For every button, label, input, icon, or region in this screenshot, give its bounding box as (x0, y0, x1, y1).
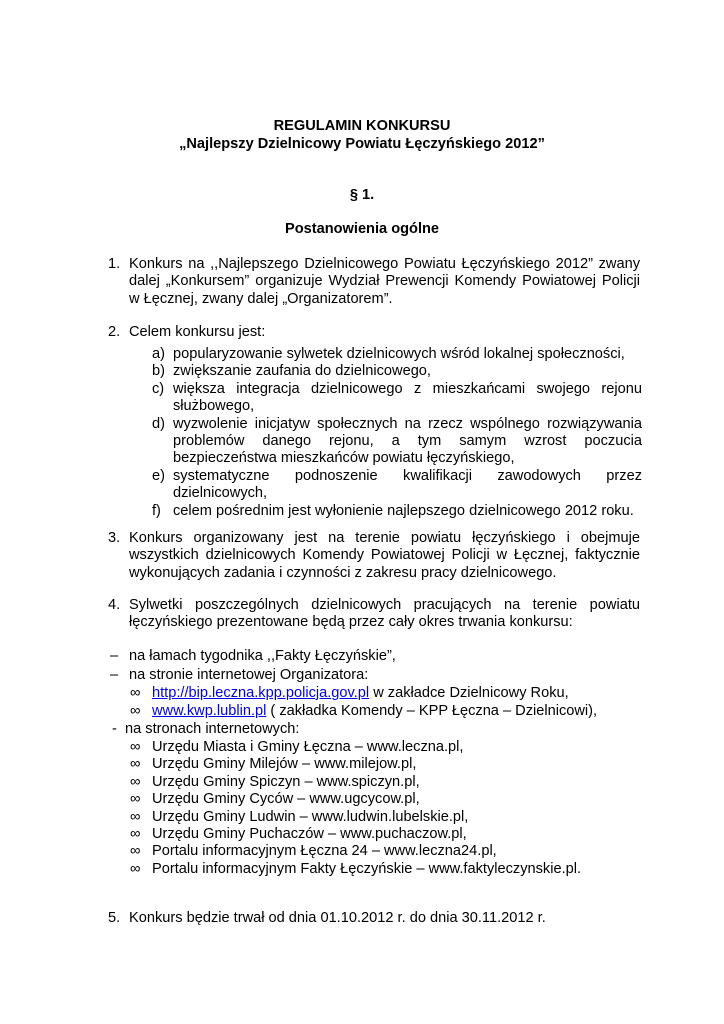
infinity-bullet: ∞ (130, 685, 141, 701)
paragraph-4-number: 4. (108, 597, 121, 613)
site-text: Urzędu Gminy Cyców – www.ugcycow.pl, (152, 791, 420, 808)
link-row (152, 685, 569, 702)
list-item (152, 363, 642, 380)
bip-link[interactable]: http://bip.leczna.kpp.policja.gov.pl (152, 685, 370, 701)
list-item-line: większa integracja dzielnicowego z mieszkańcami swojego rejonu (173, 380, 642, 397)
list-item-line: celem pośrednim jest wyłonienie najlepszego dzielnicowego 2012 roku. (173, 502, 634, 519)
paragraph-1-line: dalej „Konkursem” organizuje Wydział Prewencji Komendy Powiatowej Policji (129, 273, 640, 290)
list-item-line: wyzwolenie inicjatyw społecznych na rzecz wspólnego rozwiązywania (173, 415, 642, 432)
site-text: Urzędu Gminy Puchaczów – www.puchaczow.pl, (152, 825, 467, 842)
channel-item-weekly: na łamach tygodnika ,,Fakty Łęczyńskie”, (129, 648, 396, 664)
paragraph-2-number: 2. (108, 324, 121, 340)
document-title: REGULAMIN KONKURSU (273, 118, 451, 134)
infinity-bullet: ∞ (130, 843, 141, 860)
list-item (130, 791, 581, 808)
list-item (152, 381, 642, 416)
list-item-line: zwiększanie zaufania do dzielnicowego, (173, 363, 431, 380)
list-item-line: bezpieczeństwa mieszkańców powiatu łęczyńskiego, (173, 450, 515, 467)
paragraph-3-line: wykonujących zadania i czynności z zakresu pracy dzielnicowego. (129, 564, 557, 581)
infinity-bullet: ∞ (130, 808, 141, 825)
paragraph-1-number: 1. (108, 256, 121, 272)
list-item-letter: e) (152, 467, 165, 484)
list-item (130, 809, 581, 826)
infinity-bullet: ∞ (130, 860, 141, 877)
paragraph-4 (129, 597, 640, 632)
site-text: Portalu informacyjnym Łęczna 24 – www.leczna24.pl, (152, 843, 497, 860)
hyphen-bullet: - (112, 721, 117, 737)
paragraph-5-number: 5. (108, 910, 121, 926)
dash-bullet: – (110, 648, 119, 664)
sites-list (130, 739, 581, 878)
infinity-bullet: ∞ (130, 825, 141, 842)
paragraph-4-line: łęczyńskiego prezentowane będą przez cały okres trwania konkursu: (129, 614, 573, 631)
list-item (152, 503, 642, 520)
dash-bullet: – (110, 667, 119, 683)
paragraph-1 (129, 256, 640, 308)
list-item-line: problemów danego rejonu, a tym samym wzrost poczucia (173, 433, 642, 450)
paragraph-5: Konkurs będzie trwał od dnia 01.10.2012 r. do dnia 30.11.2012 r. (129, 910, 546, 926)
goals-list (152, 346, 642, 520)
list-item (130, 826, 581, 843)
site-text: Urzędu Gminy Spiczyn – www.spiczyn.pl, (152, 773, 420, 790)
list-item (152, 416, 642, 468)
list-item (130, 756, 581, 773)
list-item (152, 468, 642, 503)
list-item (130, 774, 581, 791)
link-row (152, 703, 597, 720)
list-item-letter: a) (152, 346, 165, 362)
list-item-line: dzielnicowych, (173, 485, 268, 502)
paragraph-1-line: w Łęcznej, zwany dalej „Organizatorem”. (129, 290, 393, 307)
list-item-line: systematyczne podnoszenie kwalifikacji zawodowych przez (173, 467, 642, 484)
list-item-line: służbowego, (173, 398, 255, 415)
infinity-bullet: ∞ (130, 739, 141, 755)
list-item (130, 843, 581, 860)
link-suffix: w zakładce Dzielnicowy Roku, (369, 685, 569, 701)
kwp-link[interactable]: www.kwp.lublin.pl (152, 703, 267, 719)
site-text: Urzędu Gminy Milejów – www.milejow.pl, (152, 756, 417, 773)
list-item-letter: d) (152, 415, 165, 432)
paragraph-3-number: 3. (108, 530, 121, 546)
site-text: Urzędu Gminy Ludwin – www.ludwin.lubelskie.pl, (152, 808, 469, 825)
paragraph-3 (129, 530, 640, 582)
section-number: § 1. (349, 187, 375, 203)
link-suffix: ( zakładka Komendy – KPP Łęczna – Dzielnicowi), (266, 703, 598, 719)
channel-item-sites: na stronach internetowych: (125, 721, 300, 737)
list-item-letter: c) (152, 380, 165, 397)
infinity-bullet: ∞ (130, 773, 141, 790)
infinity-bullet: ∞ (130, 756, 141, 773)
list-item (152, 346, 642, 363)
paragraph-3-line: Konkurs organizowany jest na terenie powiatu łęczyńskiego i obejmuje (129, 530, 640, 546)
site-text: Portalu informacyjnym Fakty Łęczyńskie – www.faktyleczynskie.pl. (152, 860, 582, 877)
list-item (130, 739, 581, 756)
paragraph-4-line: Sylwetki poszczególnych dzielnicowych pracujących na terenie powiatu (129, 597, 640, 613)
channel-item-website: na stronie internetowej Organizatora: (129, 667, 369, 683)
paragraph-1-line: Konkurs na ,,Najlepszego Dzielnicowego Powiatu Łęczyńskiego 2012” zwany (129, 256, 640, 272)
document-subtitle: „Najlepszy Dzielnicowy Powiatu Łęczyńskiego 2012” (179, 136, 545, 152)
paragraph-2-intro: Celem konkursu jest: (129, 324, 266, 340)
list-item (130, 861, 581, 878)
infinity-bullet: ∞ (130, 791, 141, 808)
list-item-letter: b) (152, 363, 165, 380)
list-item-line: popularyzowanie sylwetek dzielnicowych wśród lokalnej społeczności, (173, 346, 625, 362)
section-title: Postanowienia ogólne (284, 221, 440, 237)
site-text: Urzędu Miasta i Gminy Łęczna – www.leczna.pl, (152, 739, 464, 755)
list-item-letter: f) (152, 502, 161, 519)
infinity-bullet: ∞ (130, 703, 141, 719)
paragraph-3-line: wszystkich dzielnicowych Komendy Powiatowej Policji w Łęcznej, faktycznie (129, 547, 640, 564)
